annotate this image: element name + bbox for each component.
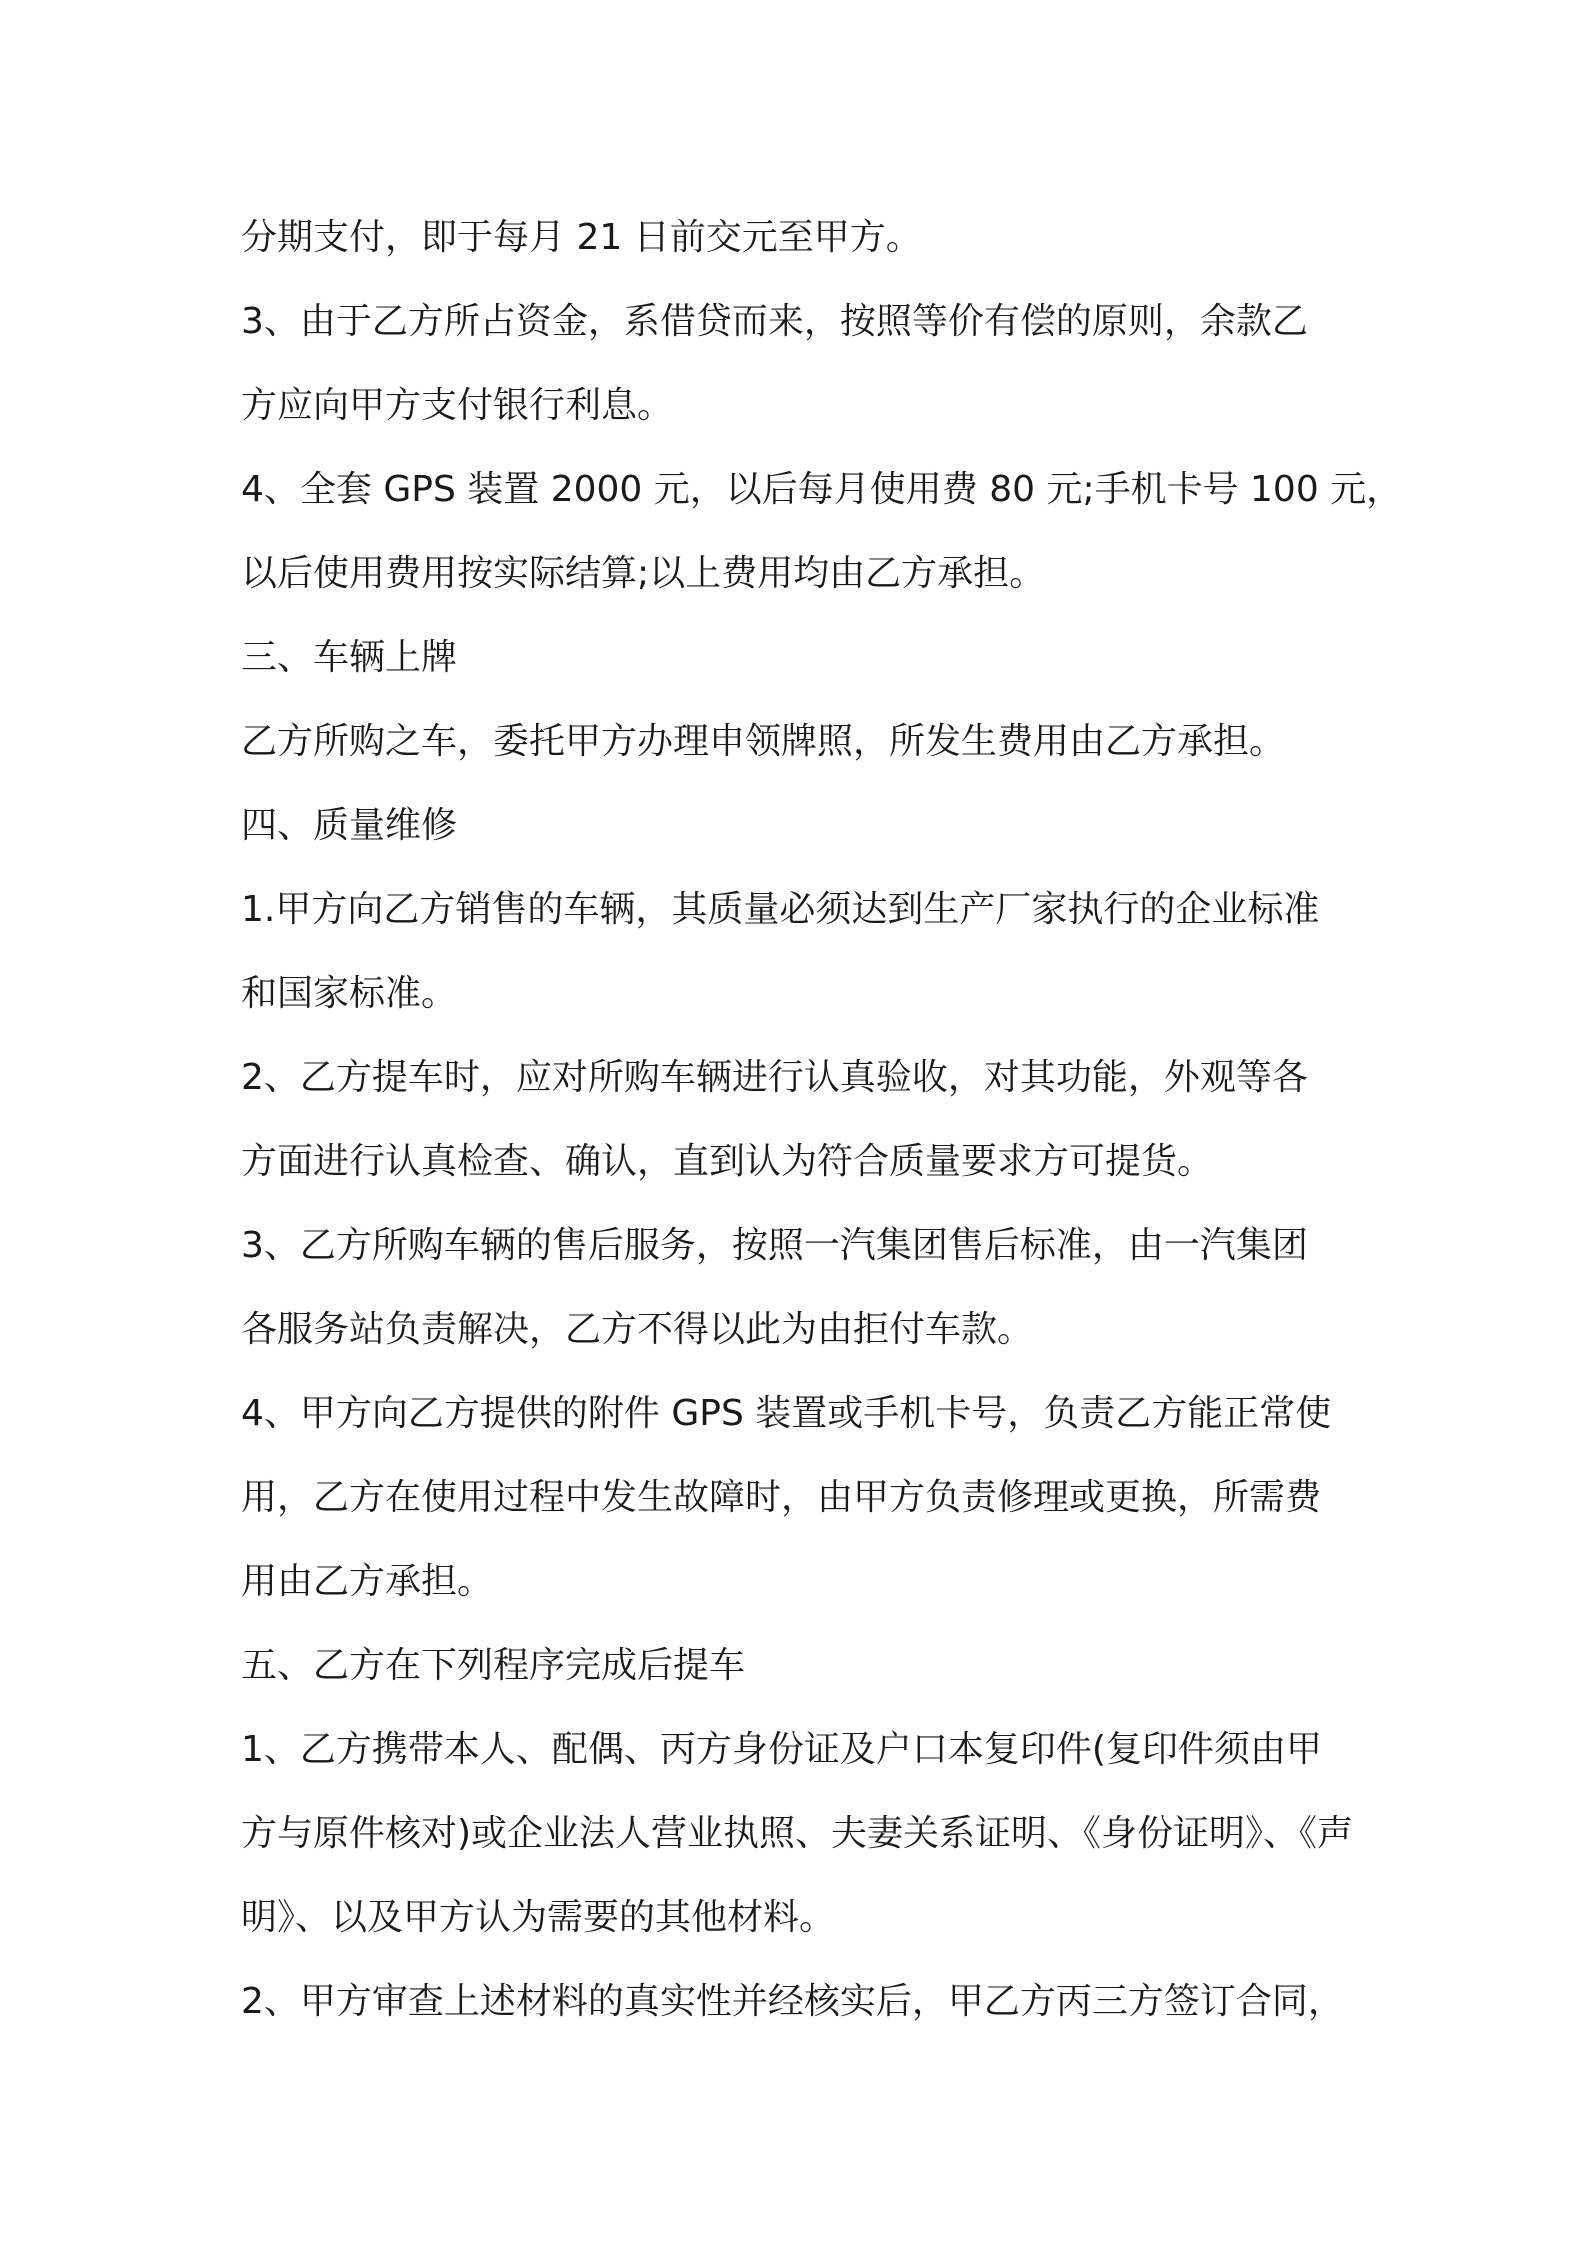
section-heading: 三、车辆上牌: [241, 637, 458, 678]
text-line: 4、甲方向乙方提供的附件 GPS 装置或手机卡号，负责乙方能正常使: [241, 1393, 1332, 1434]
text-line: 方与原件核对)或企业法人营业执照、夫妻关系证明、《身份证明》、《声: [241, 1813, 1354, 1854]
text-line: 各服务站负责解决，乙方不得以此为由拒付车款。: [241, 1309, 1034, 1350]
text-line: 4、全套 GPS 装置 2000 元，以后每月使用费 80 元;手机卡号 100 元，: [241, 469, 1403, 510]
text-line: 分期支付，即于每月 21 日前交元至甲方。: [241, 217, 922, 258]
text-line: 1.甲方向乙方销售的车辆，其质量必须达到生产厂家执行的企业标准: [241, 889, 1320, 930]
text-line: 明》、以及甲方认为需要的其他材料。: [241, 1897, 836, 1938]
text-line: 方应向甲方支付银行利息。: [241, 385, 674, 426]
text-line: 1、乙方携带本人、配偶、丙方身份证及户口本复印件(复印件须由甲: [241, 1729, 1322, 1770]
text-line: 方面进行认真检查、确认，直到认为符合质量要求方可提货。: [241, 1141, 1214, 1182]
text-line: 以后使用费用按实际结算;以上费用均由乙方承担。: [241, 553, 1046, 594]
section-heading: 五、乙方在下列程序完成后提车: [241, 1645, 746, 1686]
text-line: 用，乙方在使用过程中发生故障时，由甲方负责修理或更换，所需费: [241, 1477, 1322, 1518]
text-line: 2、乙方提车时，应对所购车辆进行认真验收，对其功能，外观等各: [241, 1057, 1308, 1098]
text-line: 3、乙方所购车辆的售后服务，按照一汽集团售后标准，由一汽集团: [241, 1225, 1308, 1266]
text-line: 2、甲方审查上述材料的真实性并经核实后，甲乙方丙三方签订合同，: [241, 1981, 1344, 2022]
text-line: 3、由于乙方所占资金，系借贷而来，按照等价有偿的原则，余款乙: [241, 301, 1308, 342]
text-line: 乙方所购之车，委托甲方办理申领牌照，所发生费用由乙方承担。: [241, 721, 1286, 762]
text-line: 用由乙方承担。: [241, 1561, 494, 1602]
document-body: [241, 196, 1403, 2044]
section-heading: 四、质量维修: [241, 805, 458, 846]
text-line: 和国家标准。: [241, 973, 458, 1014]
